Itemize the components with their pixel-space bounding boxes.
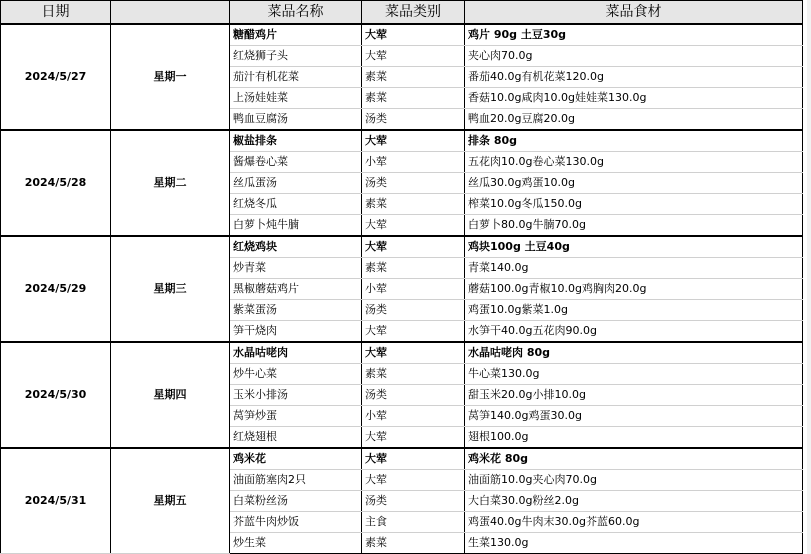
dish-name-cell[interactable]: 芥蓝牛肉炒饭 xyxy=(230,512,362,533)
dish-category-cell[interactable]: 大荤 xyxy=(362,342,465,364)
header-weekday[interactable] xyxy=(111,1,230,25)
right-edge xyxy=(807,0,811,554)
ingredients-cell[interactable]: 鸡蛋40.0g牛肉末30.0g芥蓝60.0g xyxy=(465,512,803,533)
dish-name-cell[interactable]: 鸭血豆腐汤 xyxy=(230,109,362,131)
ingredients-cell[interactable]: 青菜140.0g xyxy=(465,258,803,279)
table-row xyxy=(1,130,803,152)
dish-category-cell[interactable]: 大荤 xyxy=(362,46,465,67)
dish-category-cell[interactable]: 大荤 xyxy=(362,448,465,470)
ingredients-cell[interactable]: 油面筋10.0g夹心肉70.0g xyxy=(465,470,803,491)
dish-name-cell[interactable]: 椒盐排条 xyxy=(230,130,362,152)
ingredients-cell[interactable]: 鸡米花 80g xyxy=(465,448,803,470)
ingredients-cell[interactable]: 蘑菇100.0g青椒10.0g鸡胸肉20.0g xyxy=(465,279,803,300)
dish-name-cell[interactable]: 莴笋炒蛋 xyxy=(230,406,362,427)
header-dish-name[interactable]: 菜品名称 xyxy=(230,1,362,25)
dish-name-cell[interactable]: 炒青菜 xyxy=(230,258,362,279)
ingredients-cell[interactable]: 大白菜30.0g粉丝2.0g xyxy=(465,491,803,512)
dish-category-cell[interactable]: 大荤 xyxy=(362,236,465,258)
dish-name-cell[interactable]: 上汤娃娃菜 xyxy=(230,88,362,109)
ingredients-cell[interactable]: 丝瓜30.0g鸡蛋10.0g xyxy=(465,173,803,194)
dish-name-cell[interactable]: 炒牛心菜 xyxy=(230,364,362,385)
date-cell[interactable]: 2024/5/30 xyxy=(1,342,111,448)
dish-category-cell[interactable]: 素菜 xyxy=(362,194,465,215)
dish-category-cell[interactable]: 大荤 xyxy=(362,24,465,46)
dish-category-cell[interactable]: 汤类 xyxy=(362,173,465,194)
dish-category-cell[interactable]: 小荤 xyxy=(362,406,465,427)
ingredients-cell[interactable]: 甜玉米20.0g小排10.0g xyxy=(465,385,803,406)
date-cell[interactable]: 2024/5/28 xyxy=(1,130,111,236)
ingredients-cell[interactable]: 番茄40.0g有机花菜120.0g xyxy=(465,67,803,88)
dish-name-cell[interactable]: 红烧冬瓜 xyxy=(230,194,362,215)
dish-category-cell[interactable]: 主食 xyxy=(362,512,465,533)
dish-category-cell[interactable]: 素菜 xyxy=(362,364,465,385)
weekday-cell[interactable]: 星期四 xyxy=(111,342,230,448)
weekday-cell[interactable]: 星期三 xyxy=(111,236,230,342)
ingredients-cell[interactable]: 五花肉10.0g卷心菜130.0g xyxy=(465,152,803,173)
dish-name-cell[interactable]: 紫菜蛋汤 xyxy=(230,300,362,321)
ingredients-cell[interactable]: 榨菜10.0g冬瓜150.0g xyxy=(465,194,803,215)
ingredients-cell[interactable]: 香菇10.0g咸肉10.0g娃娃菜130.0g xyxy=(465,88,803,109)
dish-category-cell[interactable]: 大荤 xyxy=(362,470,465,491)
dish-category-cell[interactable]: 大荤 xyxy=(362,427,465,449)
ingredients-cell[interactable]: 白萝卜80.0g牛腩70.0g xyxy=(465,215,803,237)
dish-category-cell[interactable]: 汤类 xyxy=(362,491,465,512)
dish-category-cell[interactable]: 汤类 xyxy=(362,385,465,406)
dish-category-cell[interactable]: 小荤 xyxy=(362,152,465,173)
ingredients-cell[interactable]: 莴笋140.0g鸡蛋30.0g xyxy=(465,406,803,427)
dish-name-cell[interactable]: 白菜粉丝汤 xyxy=(230,491,362,512)
ingredients-cell[interactable]: 夹心肉70.0g xyxy=(465,46,803,67)
ingredients-cell[interactable]: 鸡蛋10.0g紫菜1.0g xyxy=(465,300,803,321)
dish-category-cell[interactable]: 大荤 xyxy=(362,130,465,152)
dish-name-cell[interactable]: 红烧鸡块 xyxy=(230,236,362,258)
ingredients-cell[interactable]: 水笋干40.0g五花肉90.0g xyxy=(465,321,803,343)
dish-name-cell[interactable]: 红烧翅根 xyxy=(230,427,362,449)
dish-category-cell[interactable]: 素菜 xyxy=(362,533,465,554)
date-cell[interactable]: 2024/5/29 xyxy=(1,236,111,342)
dish-name-cell[interactable]: 红烧狮子头 xyxy=(230,46,362,67)
ingredients-cell[interactable]: 鸭血20.0g豆腐20.0g xyxy=(465,109,803,131)
ingredients-cell[interactable]: 牛心菜130.0g xyxy=(465,364,803,385)
dish-category-cell[interactable]: 素菜 xyxy=(362,88,465,109)
date-cell[interactable]: 2024/5/31 xyxy=(1,448,111,554)
dish-name-cell[interactable]: 丝瓜蛋汤 xyxy=(230,173,362,194)
weekday-cell[interactable]: 星期五 xyxy=(111,448,230,554)
dish-name-cell[interactable]: 白萝卜炖牛腩 xyxy=(230,215,362,237)
ingredients-cell[interactable]: 排条 80g xyxy=(465,130,803,152)
dish-name-cell[interactable]: 油面筋塞肉2只 xyxy=(230,470,362,491)
dish-category-cell[interactable]: 汤类 xyxy=(362,300,465,321)
header-dish-category[interactable]: 菜品类别 xyxy=(362,1,465,25)
ingredients-cell[interactable]: 翅根100.0g xyxy=(465,427,803,449)
header-ingredients[interactable]: 菜品食材 xyxy=(465,1,803,25)
dish-name-cell[interactable]: 水晶咕咾肉 xyxy=(230,342,362,364)
date-cell[interactable]: 2024/5/27 xyxy=(1,24,111,130)
header-date[interactable]: 日期 xyxy=(1,1,111,25)
weekday-cell[interactable]: 星期一 xyxy=(111,24,230,130)
table-row xyxy=(1,448,803,470)
header-row xyxy=(1,1,803,25)
dish-category-cell[interactable]: 小荤 xyxy=(362,279,465,300)
dish-name-cell[interactable]: 鸡米花 xyxy=(230,448,362,470)
dish-name-cell[interactable]: 糖醋鸡片 xyxy=(230,24,362,46)
dish-name-cell[interactable]: 酱爆卷心菜 xyxy=(230,152,362,173)
dish-category-cell[interactable]: 大荤 xyxy=(362,215,465,237)
table-row xyxy=(1,342,803,364)
ingredients-cell[interactable]: 鸡块100g 土豆40g xyxy=(465,236,803,258)
table-row xyxy=(1,236,803,258)
dish-name-cell[interactable]: 玉米小排汤 xyxy=(230,385,362,406)
ingredients-cell[interactable]: 水晶咕咾肉 80g xyxy=(465,342,803,364)
weekday-cell[interactable]: 星期二 xyxy=(111,130,230,236)
dish-name-cell[interactable]: 黑椒蘑菇鸡片 xyxy=(230,279,362,300)
table-row xyxy=(1,24,803,46)
dish-category-cell[interactable]: 素菜 xyxy=(362,67,465,88)
dish-category-cell[interactable]: 汤类 xyxy=(362,109,465,131)
dish-name-cell[interactable]: 笋干烧肉 xyxy=(230,321,362,343)
dish-name-cell[interactable]: 炒生菜 xyxy=(230,533,362,554)
dish-category-cell[interactable]: 大荤 xyxy=(362,321,465,343)
ingredients-cell[interactable]: 鸡片 90g 土豆30g xyxy=(465,24,803,46)
menu-body xyxy=(1,24,803,554)
dish-category-cell[interactable]: 素菜 xyxy=(362,258,465,279)
ingredients-cell[interactable]: 生菜130.0g xyxy=(465,533,803,554)
dish-name-cell[interactable]: 茄汁有机花菜 xyxy=(230,67,362,88)
